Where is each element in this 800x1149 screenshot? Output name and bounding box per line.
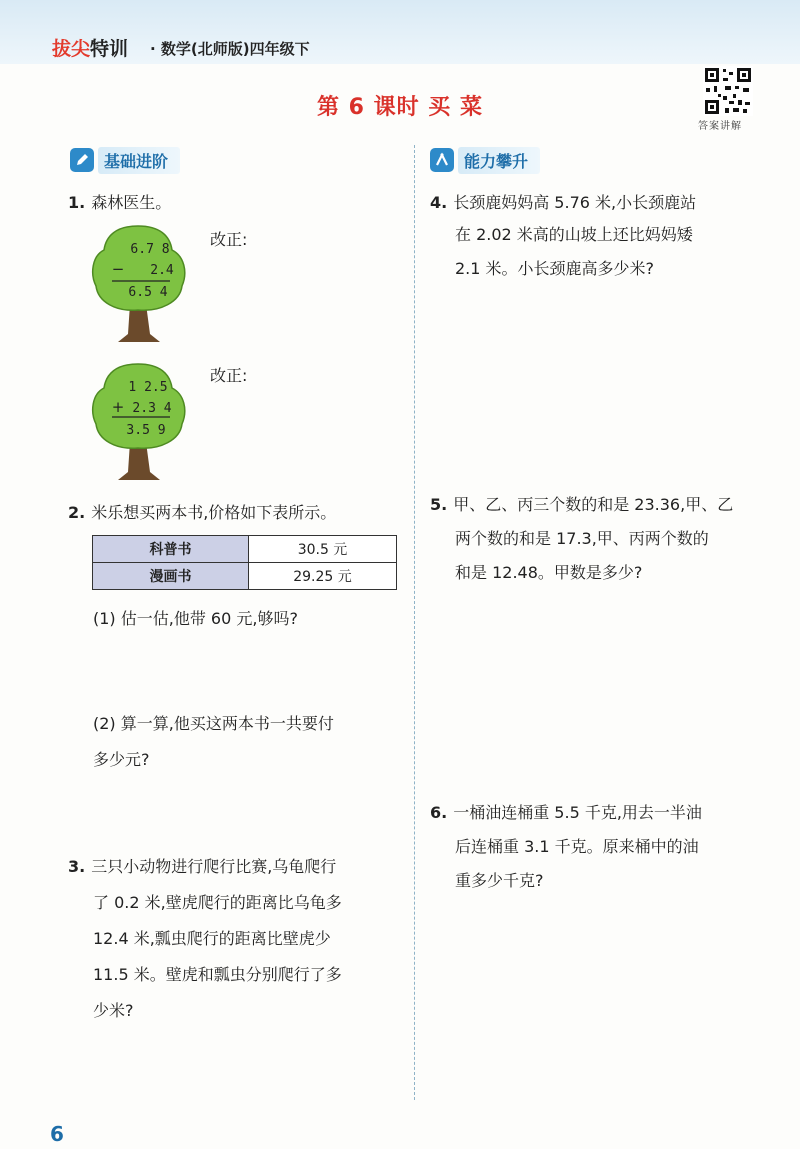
- tree1-result: 6.5 4: [128, 285, 168, 300]
- brand-black-text: 特训: [90, 38, 129, 60]
- question-6-line: 重多少千克?: [455, 871, 544, 890]
- question-text: 米乐想买两本书,价格如下表所示。: [91, 503, 337, 522]
- tree2-op: +: [111, 398, 125, 416]
- table-cell-name: 漫画书: [93, 563, 249, 590]
- question-4-line: 在 2.02 米高的山坡上还比妈妈矮: [455, 225, 693, 244]
- page-number: 6: [50, 1122, 64, 1146]
- question-6-line: 后连桶重 3.1 千克。原来桶中的油: [455, 837, 699, 856]
- question-number: 2.: [68, 503, 86, 522]
- tree2-line2: 2.3 4: [132, 401, 172, 416]
- question-3-line: 11.5 米。壁虎和瓢虫分别爬行了多: [93, 965, 342, 984]
- tree1-line1: 6.7 8: [130, 242, 170, 257]
- tree1-op: −: [111, 260, 125, 278]
- column-divider: [414, 145, 415, 1100]
- qr-caption: 答案讲解: [698, 121, 742, 132]
- tree2-result: 3.5 9: [126, 423, 166, 438]
- question-5: [430, 488, 733, 521]
- question-1: [68, 186, 171, 219]
- question-2-sub1: (1) 估一估,他带 60 元,够吗?: [93, 609, 298, 628]
- pencil-icon: [70, 148, 94, 172]
- qr-code-icon[interactable]: [703, 66, 753, 116]
- table-cell-name: 科普书: [93, 536, 249, 563]
- question-line: 甲、乙、丙三个数的和是 23.36,甲、乙: [453, 495, 734, 514]
- question-3-line: 12.4 米,瓢虫爬行的距离比壁虎少: [93, 929, 331, 948]
- question-3-line: 了 0.2 米,壁虎爬行的距离比乌龟多: [93, 893, 342, 912]
- question-5-line: 两个数的和是 17.3,甲、丙两个数的: [455, 529, 709, 548]
- brand-red-text: 拔尖: [52, 38, 91, 60]
- question-line: 长颈鹿妈妈高 5.76 米,小长颈鹿站: [453, 193, 697, 212]
- tree-1: [88, 222, 188, 344]
- tree2-line1: 1 2.5: [128, 380, 168, 395]
- correction-label-2: 改正:: [210, 366, 248, 385]
- question-3: [68, 850, 336, 883]
- price-table: [92, 535, 397, 590]
- section-basic-label: 基础进阶: [98, 147, 180, 174]
- subject-label: · 数学(北师版)四年级下: [150, 40, 310, 58]
- question-number: 5.: [430, 495, 448, 514]
- question-3-line: 少米?: [93, 1001, 134, 1020]
- question-line: 一桶油连桶重 5.5 千克,用去一半油: [453, 803, 702, 822]
- climb-icon: [430, 148, 454, 172]
- question-number: 4.: [430, 193, 448, 212]
- table-row: [93, 563, 397, 590]
- lesson-title: 第 6 课时 买 菜: [317, 95, 483, 120]
- question-2: [68, 496, 336, 529]
- question-6: [430, 796, 702, 829]
- tree-2: [88, 360, 188, 482]
- correction-label-1: 改正:: [210, 230, 248, 249]
- question-4-line: 2.1 米。小长颈鹿高多少米?: [455, 259, 655, 278]
- question-number: 6.: [430, 803, 448, 822]
- question-2-sub2-line1: (2) 算一算,他买这两本书一共要付: [93, 714, 334, 733]
- question-2-sub2-line2: 多少元?: [93, 750, 150, 769]
- question-line: 三只小动物进行爬行比赛,乌龟爬行: [91, 857, 337, 876]
- question-number: 3.: [68, 857, 86, 876]
- question-text: 森林医生。: [91, 193, 172, 212]
- section-ability: [430, 146, 540, 174]
- table-row: [93, 536, 397, 563]
- table-cell-price: 30.5 元: [249, 536, 397, 563]
- question-4: [430, 186, 696, 219]
- question-5-line: 和是 12.48。甲数是多少?: [455, 563, 643, 582]
- table-cell-price: 29.25 元: [249, 563, 397, 590]
- section-basic: [70, 146, 180, 174]
- section-ability-label: 能力攀升: [458, 147, 540, 174]
- question-number: 1.: [68, 193, 86, 212]
- tree1-line2: 2.4: [150, 263, 174, 278]
- brand-logo: [52, 34, 128, 61]
